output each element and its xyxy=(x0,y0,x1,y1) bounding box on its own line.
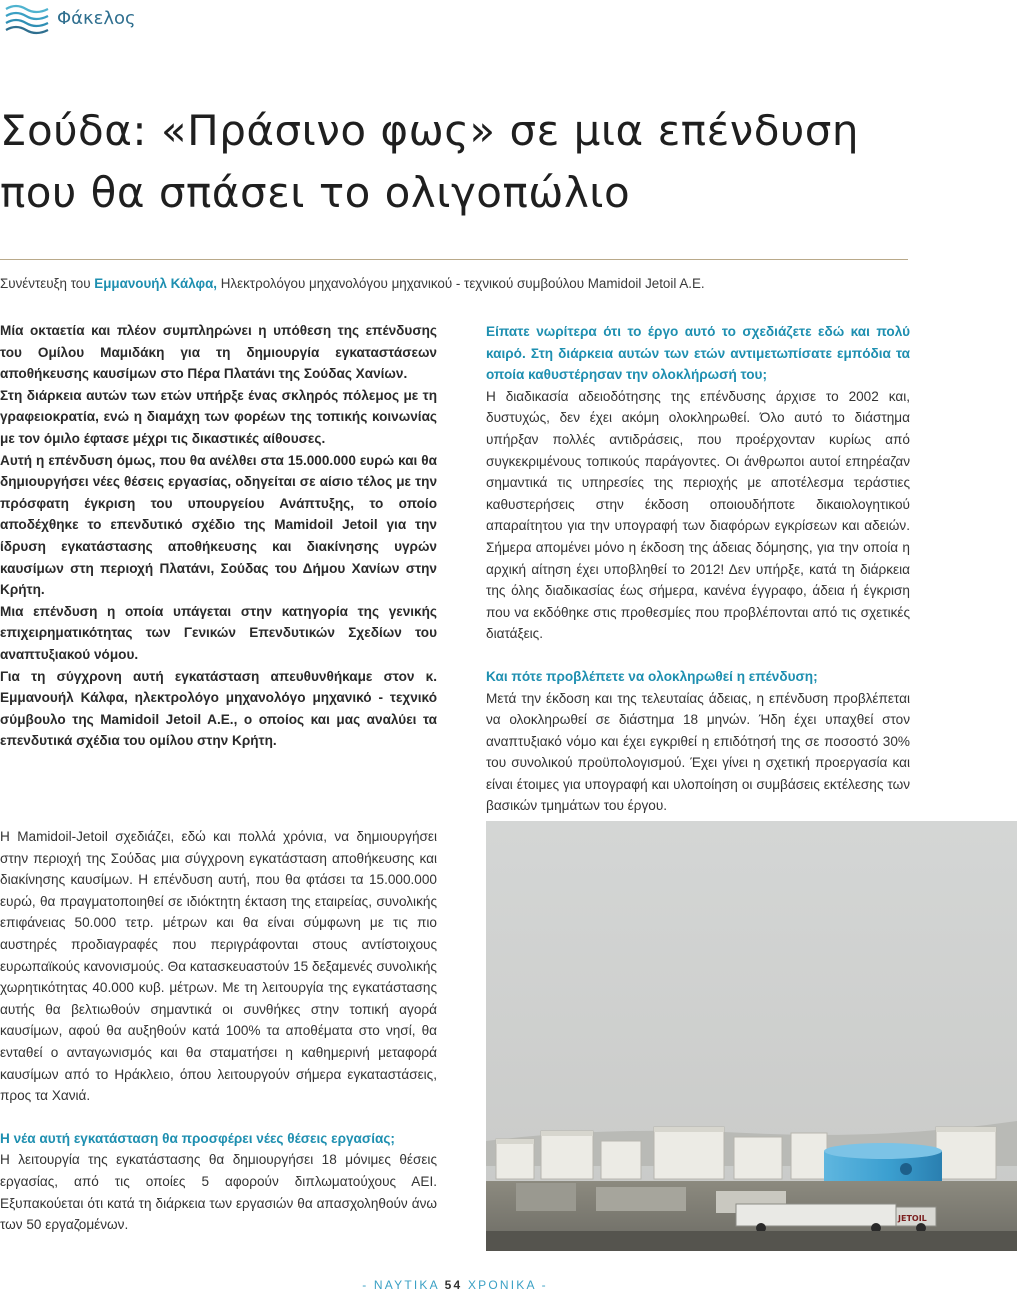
intro-paragraph: Μια επένδυση η οποία υπάγεται στην κατηγορία της γενικής επιχειρηματικότητας των Γενικών Επενδυτικών Σχεδίων του αναπτυξιακού νόμου. xyxy=(0,603,437,662)
answer-paragraph: Η διαδικασία αδειοδότησης της επένδυσης άρχισε το 2002 και, δυστυχώς, δεν έχει ακόμη ολοκληρωθεί. Όλο αυτό το διάστημα υπήρξαν πολλές αντιδράσεις, που προέρχονταν κυρίως από συγκεκριμένους τοπικούς παράγοντες. Οι άνθρωποι αυτοί επηρέαζαν σημαντικά τις υπηρεσίες της περιοχής με αποτέλεσμα τεράστιες καθυστερήσεις στην έκδοση οποιουδήποτε δικαιολογητικού απαραίτητου για την υπογραφή των διαφόρων εγκρίσεων και αδειών. Σήμερα απομένει μόνο η έκδοση της άδειας δόμησης, για την οποία η αρχική αίτηση έχει υποβληθεί το 2012! Δεν υπήρξε, κατά τη διάρκεια της όλης διαδικασίας έως σήμερα, κανένα έγγραφο, άδεια ή έγκριση που να εκδόθηκε στις προθεσμίες που προβλέπονται από τις σχετικές διατάξεις. xyxy=(486,388,910,642)
question-heading: Και πότε προβλέπετε να ολοκληρωθεί η επένδυση; xyxy=(486,668,818,684)
byline-suffix: Ηλεκτρολόγου μηχανολόγου μηχανικού - τεχνικού συμβούλου Mamidoil Jetoil A.E. xyxy=(217,276,705,291)
title-divider xyxy=(0,259,908,260)
page-header xyxy=(0,0,1017,40)
answer-paragraph: Η λειτουργία της εγκατάστασης θα δημιουργήσει 18 μόνιμες θέσεις εργασίας, από τις οποίες 5 αφορούν διπλωματούχους ΑΕΙ. Εξυπακούεται ότι κατά τη διάρκεια των εργασιών θα απασχοληθούν άνω των 50 εργαζομένων. xyxy=(0,1152,437,1233)
waves-icon xyxy=(4,2,50,36)
title-line-1: Σούδα: «Πράσινο φως» σε μια επένδυση xyxy=(0,106,859,155)
question-heading: Είπατε νωρίτερα ότι το έργο αυτό το σχεδιάζετε εδώ και πολύ καιρό. Στη διάρκεια αυτών των ετών αντιμετωπίσατε εμπόδια τα οποία καθυστέρησαν την ολοκλήρωσή του; xyxy=(486,324,910,383)
footer-right: ΧΡΟΝΙΚΑ - xyxy=(462,1278,548,1292)
footer-left: - ΝΑΥΤΙΚΑ xyxy=(362,1278,445,1292)
fuel-depot-photo xyxy=(486,821,1017,1251)
truck-label: JETOIL xyxy=(898,1214,927,1223)
body-paragraph: Η Mamidoil-Jetoil σχεδιάζει, εδώ και πολλά χρόνια, να δημιουργήσει στην περιοχή της Σούδας μια σύγχρονη εγκατάσταση αποθήκευσης και διακίνησης καυσίμων. Η επένδυση αυτή, που θα φτάσει τα 15.000.000 ευρώ, θα πραγματοποιηθεί σε ιδιόκτητη έκταση της εταιρείας, συνολικής επιφάνειας 50.000 τετρ. μέτρων και θα είναι σύμφωνη με τις πιο αυστηρές προδιαγραφές που περιγράφονται στους αντίστοιχους ευρωπαϊκούς κανονισμούς. Θα κατασκευαστούν 15 δεξαμενές συνολικής χωρητικότητας 40.000 κυβ. μέτρων. Με τη λειτουργία της εγκατάστασης αυτής θα βελτιωθούν σημαντικά οι συνθήκες στην τοπική αγορά καυσίμων, αφού θα αυξηθούν κατά 100% τα αποθέματα στο νησί, θα ενταθεί ο ανταγωνισμός και θα σταματήσει η καθημερινή μεταφορά καυσίμων από το Ηράκλειο, όπου λειτουργούν σήμερα εγκαταστάσεις, προς τα Χανιά. xyxy=(0,829,437,1104)
title-line-2: που θα σπάσει το ολιγοπώλιο xyxy=(0,168,631,217)
intro-paragraph: Για τη σύγχρονη αυτή εγκατάσταση απευθυνθήκαμε στον κ. Εμμανουήλ Κάλφα, ηλεκτρολόγο μηχανολόγο μηχανικό - τεχνικό σύμβουλο της Mamidoil Jetoil A.E., ο οποίος και μας αναλύει τα επενδυτικά σχέδια του ομίλου στην Κρήτη. xyxy=(0,668,437,749)
byline-prefix: Συνέντευξη του xyxy=(0,276,95,291)
page-footer xyxy=(0,1278,910,1292)
question-heading: Η νέα αυτή εγκατάσταση θα προσφέρει νέες θέσεις εργασίας; xyxy=(0,1130,395,1146)
intro-paragraph: Μία οκταετία και πλέον συμπληρώνει η υπόθεση της επένδυσης του Ομίλου Μαμιδάκη για τη δημιουργία εγκαταστάσεων αποθήκευσης καυσίμων στο Πέρα Πλατάνι της Σούδας Χανίων. xyxy=(0,323,437,382)
section-label: Φάκελος xyxy=(57,8,136,29)
intro-paragraph: Αυτή η επένδυση όμως, που θα ανέλθει στα 15.000.000 ευρώ και θα δημιουργήσει νέες θέσεις εργασίας, οδηγείται σε αίσιο τέλος με την πρόσφατη έγκριση του υπουργείου Ανάπτυξης, το οποίο αποδέχθηκε το επενδυτικό σχέδιο της Mamidoil Jetoil για την ίδρυση εγκατάστασης αποθήκευσης και διακίνησης υγρών καυσίμων στη περιοχή Πλατάνι, Σούδας του Δήμου Χανίων στην Κρήτη. xyxy=(0,452,437,598)
left-body-text xyxy=(0,826,437,1236)
page-title xyxy=(0,100,1010,224)
byline xyxy=(0,276,705,291)
fuel-depot-illustration xyxy=(486,821,1017,1251)
byline-name: Εμμανουήλ Κάλφα, xyxy=(94,276,218,291)
intro-text xyxy=(0,320,437,752)
right-body-text xyxy=(486,321,910,817)
intro-paragraph: Στη διάρκεια αυτών των ετών υπήρξε ένας σκληρός πόλεμος με τη γραφειοκρατία, ενώ η διαμάχη των φορέων της τοπικής κοινωνίας με τον όμιλο έφτασε μέχρι τις δικαστικές αίθουσες. xyxy=(0,387,437,446)
answer-paragraph: Μετά την έκδοση και της τελευταίας άδειας, η επένδυση προβλέπεται να ολοκληρωθεί σε διάστημα 18 μηνών. Ήδη έχει υπαχθεί στον αναπτυξιακό νόμο και έχει εγκριθεί η επιδότησή της σε ποσοστό 30% του συνολικού προϋπολογισμού. Έχει γίνει η σχετική προεργασία και είναι έτοιμες για υπογραφή και υλοποίηση οι συμβάσεις εκτέλεσης των βασικών τμημάτων του έργου. xyxy=(486,690,910,814)
page-number: 54 xyxy=(444,1278,463,1292)
